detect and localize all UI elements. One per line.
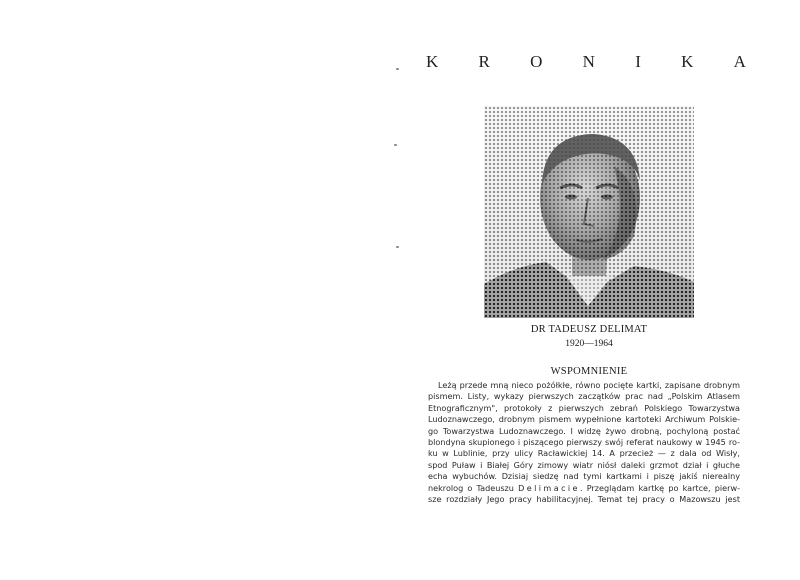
chronicle-header bbox=[426, 52, 746, 72]
text-line: Etnograficznym", protokoły z pierwszych zebrań Polskiego Towarzystwa bbox=[428, 402, 740, 413]
margin-mark bbox=[396, 246, 399, 248]
text-line: spod Puław i Białej Góry zimowy wiatr niósł daleki grzmot dział i głuche bbox=[428, 459, 740, 470]
text-line bbox=[428, 483, 740, 494]
header-letter: K bbox=[681, 52, 694, 71]
text-line: ku w Lublinie, przy ulicy Racławickiej 14. A przecież — z dala od Wisły, bbox=[428, 448, 740, 459]
emphasized-surname: Delimacie bbox=[518, 482, 580, 493]
header-letter: I bbox=[635, 52, 641, 71]
text-line: Ludoznawczego, drobnym pismem wypełnione kartoteki Archiwum Polskie- bbox=[428, 414, 740, 425]
memoir-body bbox=[428, 380, 740, 505]
portrait-photo bbox=[484, 106, 694, 318]
margin-mark bbox=[396, 68, 399, 70]
text-line: sze rozdziały Jego pracy habilitacyjnej. Temat tej pracy o Mazowszu jest bbox=[428, 494, 740, 505]
life-years: 1920—1964 bbox=[565, 339, 613, 349]
text-fragment: nekrolog o Tadeuszu bbox=[428, 482, 519, 493]
header-letter: O bbox=[530, 52, 543, 71]
text-line: Leżą przede mną nieco pożółkłe, równo pocięte kartki, zapisane drobnym bbox=[438, 380, 740, 390]
text-line: blondyna skupionego i piszącego pierwszy swój referat naukowy w 1945 ro- bbox=[428, 437, 740, 448]
margin-mark bbox=[394, 144, 397, 146]
header-letter: A bbox=[733, 52, 746, 71]
header-letter: N bbox=[582, 52, 595, 71]
section-title: WSPOMNIENIE bbox=[550, 366, 628, 377]
text-fragment: . Przeglądam kartkę po kartce, pierw- bbox=[579, 482, 741, 493]
header-letter: K bbox=[426, 52, 439, 71]
text-line: echa wybuchów. Dzisiaj siedzę nad tymi kartkami i piszę jakiś nierealny bbox=[428, 471, 740, 482]
header-letter: R bbox=[478, 52, 490, 71]
portrait-image bbox=[484, 106, 694, 318]
person-name: DR TADEUSZ DELIMAT bbox=[530, 324, 648, 335]
text-line: go Towarzystwa Ludoznawczego. I widzę żywo drobną, pochyloną postać bbox=[428, 425, 740, 436]
text-line: pismem. Listy, wykazy pierwszych zaczątków prac nad „Polskim Atlasem bbox=[428, 391, 740, 402]
